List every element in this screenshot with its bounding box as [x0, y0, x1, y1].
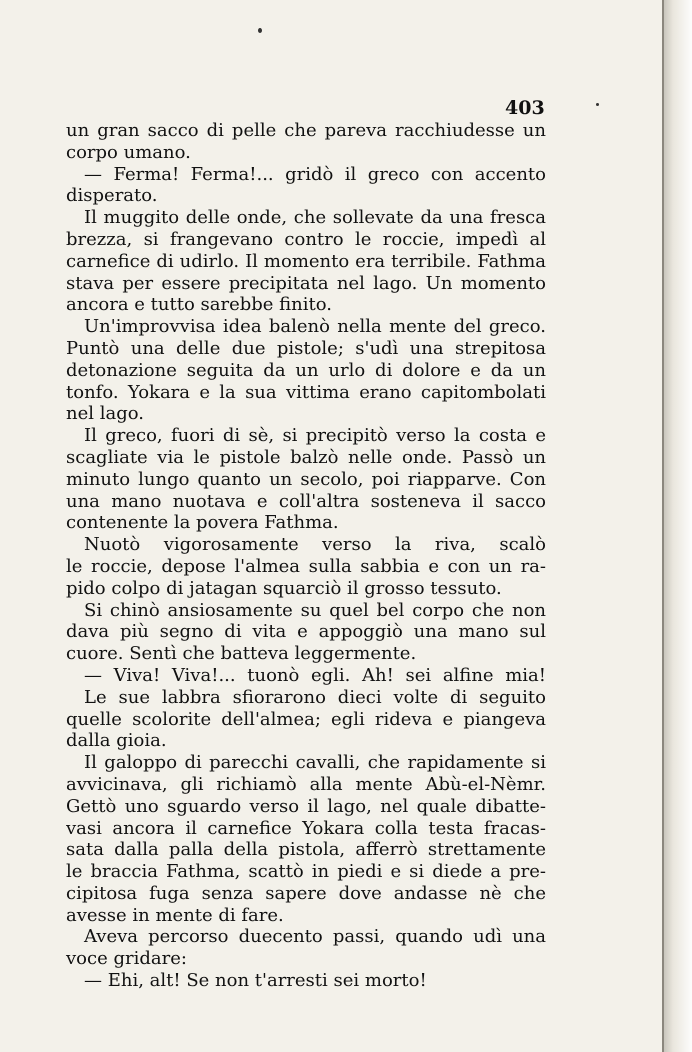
text-line: contenente la povera Fathma.: [66, 512, 339, 534]
page-number: 403: [505, 97, 545, 119]
text-line: cuore. Sentì che batteva leggermente.: [66, 643, 417, 665]
text-line: scagliate via le pistole balzò nelle onde. Passò un: [66, 446, 546, 468]
text-line: Gettò uno sguardo verso il lago, nel quale dibatte-: [66, 795, 546, 817]
text-line: — Viva! Viva!... tuonò egli. Ah! sei alfine mia!: [84, 664, 546, 686]
text-line: le braccia Fathma, scattò in piedi e si diede a pre-: [66, 861, 546, 883]
text-line: minuto lungo quanto un secolo, poi riapparve. Con: [66, 468, 546, 490]
body-text: [66, 120, 546, 992]
ink-speck: [258, 28, 262, 33]
text-line: voce gridare:: [66, 948, 187, 970]
text-line: corpo umano.: [66, 141, 191, 163]
text-line: Un'improvvisa idea balenò nella mente del greco.: [84, 316, 546, 338]
text-line: una mano nuotava e coll'altra sosteneva il sacco: [66, 490, 546, 512]
text-line: vasi ancora il carnefice Yokara colla testa fracas-: [66, 817, 546, 839]
text-line: Nuotò vigorosamente verso la riva, scalò: [84, 534, 546, 556]
text-line: cipitosa fuga senza sapere dove andasse nè che: [66, 882, 546, 904]
text-line: nel lago.: [66, 403, 144, 425]
text-line: brezza, si frangevano contro le roccie, impedì al: [66, 228, 546, 250]
text-line: Il galoppo di parecchi cavalli, che rapidamente si: [84, 752, 546, 774]
text-line: Il muggito delle onde, che sollevate da una fresca: [84, 207, 546, 229]
text-line: disperato.: [66, 185, 158, 207]
text-line: pido colpo di jatagan squarciò il grosso tessuto.: [66, 577, 502, 599]
text-line: Le sue labbra sfiorarono dieci volte di seguito: [84, 686, 546, 708]
text-line: Il greco, fuori di sè, si precipitò verso la costa e: [84, 425, 546, 447]
text-line: carnefice di udirlo. Il momento era terribile. Fathma: [66, 250, 546, 272]
text-line: avvicinava, gli richiamò alla mente Abù-el-Nèmr.: [66, 773, 546, 795]
text-line: stava per essere precipitata nel lago. Un momento: [66, 272, 546, 294]
text-line: quelle scolorite dell'almea; egli rideva e piangeva: [66, 708, 546, 730]
text-line: un gran sacco di pelle che pareva racchiudesse un: [66, 120, 546, 141]
text-line: le roccie, depose l'almea sulla sabbia e con un ra-: [66, 555, 546, 577]
text-line: avesse in mente di fare.: [66, 904, 284, 926]
text-line: detonazione seguita da un urlo di dolore e da un: [66, 359, 546, 381]
text-line: Si chinò ansiosamente su quel bel corpo che non: [84, 599, 546, 621]
ink-speck: [596, 103, 599, 106]
text-line: tonfo. Yokara e la sua vittima erano capitombolati: [66, 381, 546, 403]
text-line: Aveva percorso duecento passi, quando udì una: [84, 926, 546, 948]
text-line: ancora e tutto sarebbe finito.: [66, 294, 333, 316]
text-line: — Ehi, alt! Se non t'arresti sei morto!: [84, 970, 427, 992]
text-line: dalla gioia.: [66, 730, 167, 752]
text-line: dava più segno di vita e appoggiò una mano sul: [66, 621, 546, 643]
page-edge: [662, 0, 692, 1052]
text-line: sata dalla palla della pistola, afferrò strettamente: [66, 839, 546, 861]
text-line: — Ferma! Ferma!... gridò il greco con accento: [84, 163, 546, 185]
text-line: Puntò una delle due pistole; s'udì una strepitosa: [66, 337, 546, 359]
